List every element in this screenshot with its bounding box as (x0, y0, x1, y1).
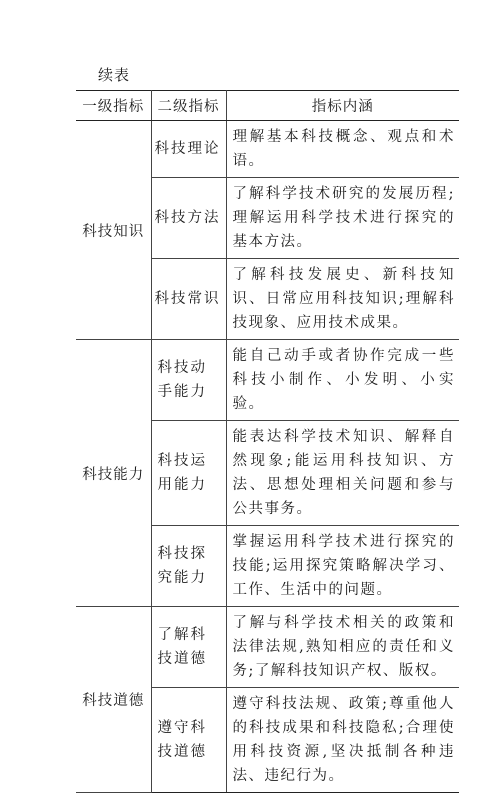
level1-cell: 科技能力 (76, 340, 151, 607)
level1-cell: 科技道德 (76, 607, 151, 793)
content-cell: 了解科学技术研究的发展历程;理解运用科学技术进行探究的基本方法。 (226, 178, 459, 259)
level2-cell: 科技方法 (151, 178, 226, 259)
level2-cell: 科技常识 (151, 259, 226, 340)
content-cell: 能自己动手或者协作完成一些科技小制作、小发明、小实验。 (226, 340, 459, 421)
level2-cell: 科技探究能力 (151, 526, 226, 607)
content-cell: 能表达科学技术知识、解释自然现象;能运用科技知识、方法、思想处理相关问题和参与公共事务。 (226, 421, 459, 526)
level2-cell: 遵守科技道德 (151, 688, 226, 793)
level2-cell: 了解科技道德 (151, 607, 226, 688)
level2-cell: 科技理论 (151, 121, 226, 178)
header-row (76, 91, 459, 121)
content-cell: 了解与科学技术相关的政策和法律法规,熟知相应的责任和义务;了解科技知识产权、版权。 (226, 607, 459, 688)
level2-cell: 科技动手能力 (151, 340, 226, 421)
table-row (76, 121, 459, 178)
indicator-table (76, 90, 459, 793)
header-level1: 一级指标 (76, 91, 151, 121)
table-row (76, 340, 459, 421)
content-cell: 掌握运用科学技术进行探究的技能;运用探究策略解决学习、工作、生活中的问题。 (226, 526, 459, 607)
table-row (76, 607, 459, 688)
content-cell: 了解科技发展史、新科技知识、日常应用科技知识;理解科技现象、应用技术成果。 (226, 259, 459, 340)
header-level2: 二级指标 (151, 91, 226, 121)
level1-cell: 科技知识 (76, 121, 151, 340)
content-cell: 理解基本科技概念、观点和术语。 (226, 121, 459, 178)
content-cell: 遵守科技法规、政策;尊重他人的科技成果和科技隐私;合理使用科技资源,坚决抵制各种违法、违纪行为。 (226, 688, 459, 793)
level2-cell: 科技运用能力 (151, 421, 226, 526)
header-content: 指标内涵 (226, 91, 459, 121)
table-caption: 续表 (98, 66, 131, 84)
